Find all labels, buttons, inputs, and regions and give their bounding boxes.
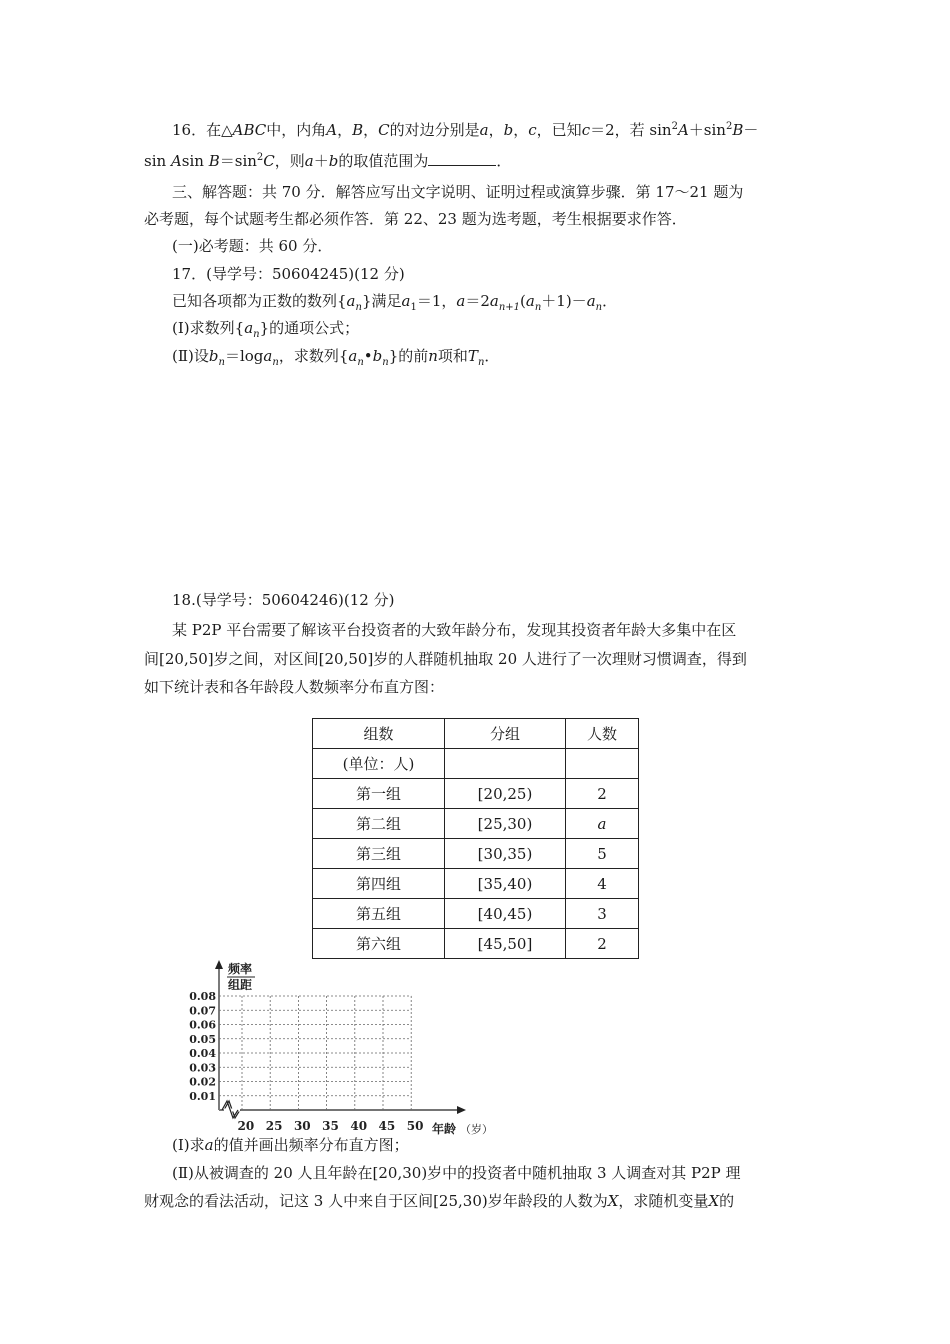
q18-line-3: 如下统计表和各年龄段人数频率分布直方图： [144, 678, 445, 696]
table-row: 第五组 [40,45) 3 [313, 899, 639, 929]
y-axis-arrow-icon [215, 960, 223, 969]
q17-heading: 17．(导学号：50604245)(12 分) [172, 265, 405, 283]
q18-line-2: 间[20,50]岁之间，对区间[20,50]岁的人群随机抽取 20 人进行了一次理财习惯调查，得到 [144, 650, 747, 668]
q18-part-2-line-2: 财观念的看法活动，记这 3 人中来自于区间[25,30)岁年龄段的人数为X，求随机变量X的 [144, 1192, 735, 1210]
frequency-histogram [180, 958, 510, 1136]
table-header-row [313, 719, 639, 749]
y-tick-label: 0.01 [189, 1089, 216, 1103]
section3-line-1: 三、解答题：共 70 分．解答应写出文字说明、证明过程或演算步骤．第 17～21 题为 [172, 183, 744, 201]
q18-part-2-line-1: (Ⅱ)从被调查的 20 人且年龄在[20,30)岁中的投资者中随机抽取 3 人调查对其 P2P 理 [172, 1164, 741, 1182]
table-row: 第四组 [35,40) 4 [313, 869, 639, 899]
section3-line-3: (一)必考题：共 60 分． [172, 237, 333, 255]
table-row: 第六组 [45,50] 2 [313, 929, 639, 959]
table-unit-row [313, 749, 639, 779]
section3-line-2: 必考题，每个试题考生都必须作答．第 22、23 题为选考题，考生根据要求作答． [144, 210, 687, 228]
xlabel-unit: （岁） [460, 1123, 493, 1136]
q18-line-1: 某 P2P 平台需要了解该平台投资者的大致年龄分布，发现其投资者年龄大多集中在区 [172, 621, 737, 639]
y-tick-label: 0.05 [189, 1032, 216, 1046]
q18-heading: 18.(导学号：50604246)(12 分) [172, 591, 395, 609]
ylabel-top: 频率 [228, 962, 253, 976]
x-tick-label: 25 [265, 1119, 283, 1133]
x-tick-label: 50 [406, 1119, 424, 1133]
table-row: 第二组 [25,30) a [313, 809, 639, 839]
x-tick-label: 40 [350, 1119, 368, 1133]
xlabel-main: 年龄 [432, 1122, 457, 1136]
x-axis-arrow-icon [457, 1106, 466, 1114]
q16-line-2: sin Asin $B=\sin^2C$，则a＋b的取值范围为 ． [144, 152, 512, 170]
x-tick-label: 45 [378, 1119, 396, 1133]
x-tick-label: 35 [322, 1119, 339, 1133]
unit-cell: (单位：人) [313, 749, 445, 779]
x-tick-label: 30 [293, 1119, 311, 1133]
y-tick-label: 0.04 [189, 1047, 216, 1060]
q18-part-1: (Ⅰ)求a的值并画出频率分布直方图； [172, 1136, 409, 1154]
y-tick-label: 0.06 [189, 1018, 216, 1032]
header-group: 组数 [313, 719, 445, 749]
y-tick-label: 0.08 [189, 990, 216, 1003]
table-row: 第一组 [20,25) 2 [313, 779, 639, 809]
q17-part-2: (Ⅱ)设$b_n=\log a_n$，求数列$\{a_n•b_n\}$的前n项和$T_n$． [172, 347, 500, 368]
y-tick-label: 0.02 [189, 1075, 216, 1089]
y-tick-label: 0.07 [189, 1004, 216, 1018]
x-tick-label: 20 [237, 1119, 255, 1133]
q16-line-1: 16．在△ABC中，内角A，B，C的对边分别是a，b，c，已知c＝2，若 $\sin^2A+\sin^2B-$ [172, 121, 759, 139]
q17-part-1: (Ⅰ)求数列$\{a_n\}$的通项公式； [172, 319, 360, 340]
answer-blank [428, 151, 496, 166]
q17-statement: 已知各项都为正数的数列$\{a_n\}$满足$a_1=1$，$a=2a_{n+1}(a_n+1)-a_n$． [172, 292, 618, 313]
age-stats-table [312, 718, 639, 959]
header-range: 分组 [445, 719, 566, 749]
header-count: 人数 [566, 719, 639, 749]
ylabel-bottom: 组距 [228, 978, 253, 992]
table-row: 第三组 [30,35) 5 [313, 839, 639, 869]
y-tick-label: 0.03 [189, 1061, 216, 1075]
